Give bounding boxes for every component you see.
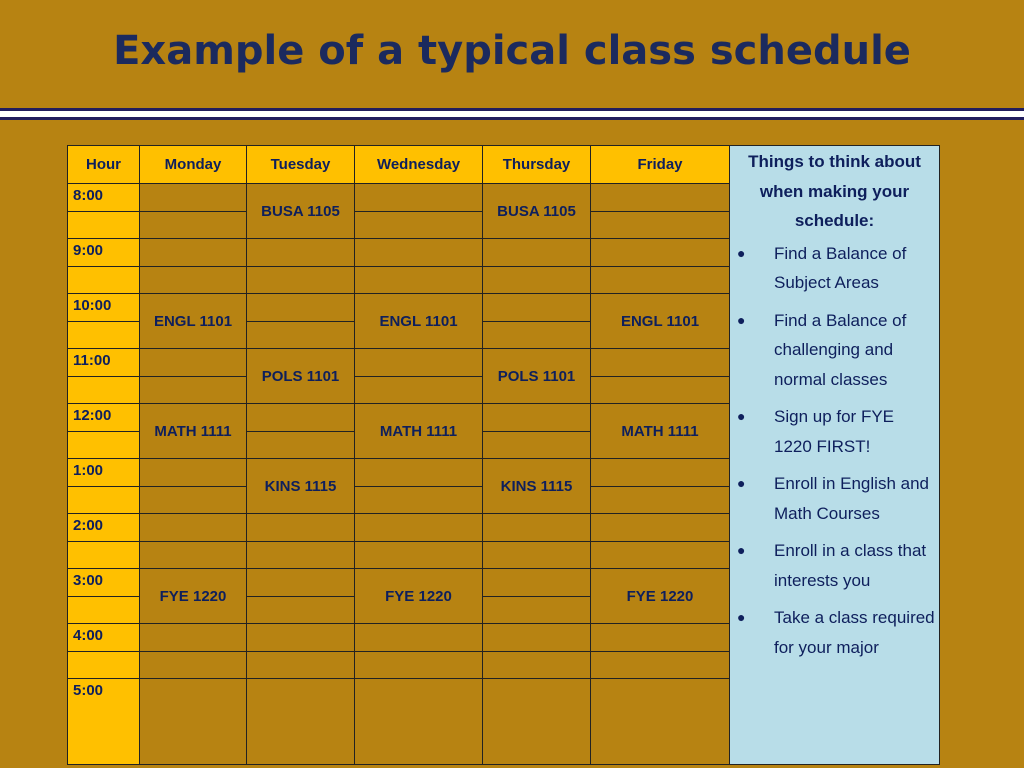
hour-label: 10:00	[68, 294, 140, 322]
tip-text: Sign up for FYE 1220 FIRST!	[774, 407, 895, 456]
empty-cell	[355, 514, 483, 542]
table-row	[68, 349, 730, 377]
empty-cell	[140, 624, 247, 652]
empty-cell	[591, 239, 730, 267]
course-cell-math: MATH 1111	[591, 404, 730, 459]
course-cell-fye: FYE 1220	[140, 569, 247, 624]
empty-cell	[483, 266, 591, 294]
empty-cell	[247, 266, 355, 294]
empty-cell	[140, 211, 247, 239]
course-cell-engl: ENGL 1101	[140, 294, 247, 349]
hour-label: 9:00	[68, 239, 140, 267]
page-title: Example of a typical class schedule	[113, 28, 911, 74]
list-item	[730, 306, 939, 395]
bullet-icon: ●	[737, 408, 746, 424]
empty-cell	[591, 184, 730, 212]
empty-cell	[355, 486, 483, 514]
table-row	[68, 211, 730, 239]
empty-cell	[140, 376, 247, 404]
hour-label: 2:00	[68, 514, 140, 542]
empty-cell	[355, 679, 483, 765]
tip-text: Enroll in a class that interests you	[774, 541, 927, 590]
course-cell-engl: ENGL 1101	[355, 294, 483, 349]
hour-blank	[68, 376, 140, 404]
bullet-icon: ●	[737, 609, 746, 625]
hour-blank	[68, 266, 140, 294]
empty-cell	[247, 294, 355, 322]
empty-cell	[483, 321, 591, 349]
course-cell-math: MATH 1111	[355, 404, 483, 459]
list-item	[730, 603, 939, 662]
empty-cell	[355, 211, 483, 239]
hour-blank	[68, 431, 140, 459]
empty-cell	[140, 349, 247, 377]
table-row	[68, 266, 730, 294]
course-cell-pols: POLS 1101	[483, 349, 591, 404]
empty-cell	[247, 624, 355, 652]
empty-cell	[483, 624, 591, 652]
empty-cell	[247, 514, 355, 542]
empty-cell	[591, 679, 730, 765]
empty-cell	[591, 486, 730, 514]
tip-text: Take a class required for your major	[774, 608, 935, 657]
empty-cell	[483, 431, 591, 459]
tips-list	[730, 239, 939, 663]
hour-label: 11:00	[68, 349, 140, 377]
course-cell-fye: FYE 1220	[355, 569, 483, 624]
empty-cell	[591, 266, 730, 294]
empty-cell	[140, 651, 247, 679]
empty-cell	[483, 294, 591, 322]
empty-cell	[355, 376, 483, 404]
empty-cell	[591, 459, 730, 487]
empty-cell	[140, 184, 247, 212]
hour-label: 1:00	[68, 459, 140, 487]
schedule-table	[67, 145, 730, 765]
empty-cell	[247, 541, 355, 569]
empty-cell	[355, 459, 483, 487]
empty-cell	[140, 459, 247, 487]
table-row	[68, 239, 730, 267]
hour-blank	[68, 651, 140, 679]
empty-cell	[140, 486, 247, 514]
table-row	[68, 679, 730, 765]
table-row	[68, 294, 730, 322]
empty-cell	[247, 239, 355, 267]
course-cell-busa: BUSA 1105	[247, 184, 355, 239]
table-row	[68, 651, 730, 679]
header-row	[68, 146, 730, 184]
hour-blank	[68, 541, 140, 569]
col-header-hour: Hour	[68, 146, 140, 184]
bullet-icon: ●	[737, 244, 746, 261]
tips-panel	[729, 145, 940, 765]
bullet-icon: ●	[737, 475, 746, 491]
course-cell-kins: KINS 1115	[483, 459, 591, 514]
empty-cell	[140, 239, 247, 267]
empty-cell	[591, 211, 730, 239]
course-cell-kins: KINS 1115	[247, 459, 355, 514]
table-row	[68, 514, 730, 542]
empty-cell	[483, 651, 591, 679]
hour-blank	[68, 596, 140, 624]
empty-cell	[355, 239, 483, 267]
table-row	[68, 404, 730, 432]
list-item	[730, 469, 939, 528]
course-cell-fye: FYE 1220	[591, 569, 730, 624]
tips-heading: Things to think about when making your schedule:	[748, 152, 921, 230]
hour-label: 12:00	[68, 404, 140, 432]
empty-cell	[591, 624, 730, 652]
course-cell-engl: ENGL 1101	[591, 294, 730, 349]
tip-text: Find a Balance of Subject Areas	[774, 243, 907, 292]
empty-cell	[247, 431, 355, 459]
empty-cell	[591, 651, 730, 679]
tip-text: Enroll in English and Math Courses	[774, 474, 929, 523]
empty-cell	[247, 569, 355, 597]
col-header-thursday: Thursday	[483, 146, 591, 184]
empty-cell	[140, 679, 247, 765]
empty-cell	[355, 624, 483, 652]
empty-cell	[483, 404, 591, 432]
empty-cell	[140, 541, 247, 569]
tip-text: Find a Balance of challenging and normal classes	[774, 310, 907, 389]
hour-label: 4:00	[68, 624, 140, 652]
empty-cell	[140, 514, 247, 542]
col-header-monday: Monday	[140, 146, 247, 184]
table-row	[68, 624, 730, 652]
empty-cell	[483, 596, 591, 624]
col-header-friday: Friday	[591, 146, 730, 184]
col-header-wednesday: Wednesday	[355, 146, 483, 184]
table-row	[68, 459, 730, 487]
course-cell-busa: BUSA 1105	[483, 184, 591, 239]
empty-cell	[483, 569, 591, 597]
empty-cell	[483, 679, 591, 765]
title-divider	[0, 108, 1024, 120]
list-item	[730, 239, 939, 298]
hour-label: 8:00	[68, 184, 140, 212]
bullet-icon: ●	[737, 311, 746, 328]
col-header-tuesday: Tuesday	[247, 146, 355, 184]
table-row	[68, 541, 730, 569]
hour-label: 3:00	[68, 569, 140, 597]
course-cell-pols: POLS 1101	[247, 349, 355, 404]
table-row	[68, 376, 730, 404]
table-row	[68, 486, 730, 514]
hour-blank	[68, 211, 140, 239]
hour-blank	[68, 486, 140, 514]
empty-cell	[355, 349, 483, 377]
table-row	[68, 184, 730, 212]
empty-cell	[483, 541, 591, 569]
empty-cell	[355, 541, 483, 569]
empty-cell	[355, 266, 483, 294]
hour-label: 5:00	[68, 679, 140, 765]
empty-cell	[140, 266, 247, 294]
course-cell-math: MATH 1111	[140, 404, 247, 459]
empty-cell	[355, 184, 483, 212]
list-item	[730, 536, 939, 595]
empty-cell	[247, 596, 355, 624]
bullet-icon: ●	[737, 542, 746, 558]
empty-cell	[483, 239, 591, 267]
empty-cell	[247, 404, 355, 432]
empty-cell	[591, 541, 730, 569]
empty-cell	[483, 514, 591, 542]
empty-cell	[591, 349, 730, 377]
empty-cell	[247, 321, 355, 349]
hour-blank	[68, 321, 140, 349]
empty-cell	[591, 376, 730, 404]
table-row	[68, 569, 730, 597]
empty-cell	[247, 679, 355, 765]
empty-cell	[591, 514, 730, 542]
list-item	[730, 402, 939, 461]
empty-cell	[247, 651, 355, 679]
empty-cell	[355, 651, 483, 679]
